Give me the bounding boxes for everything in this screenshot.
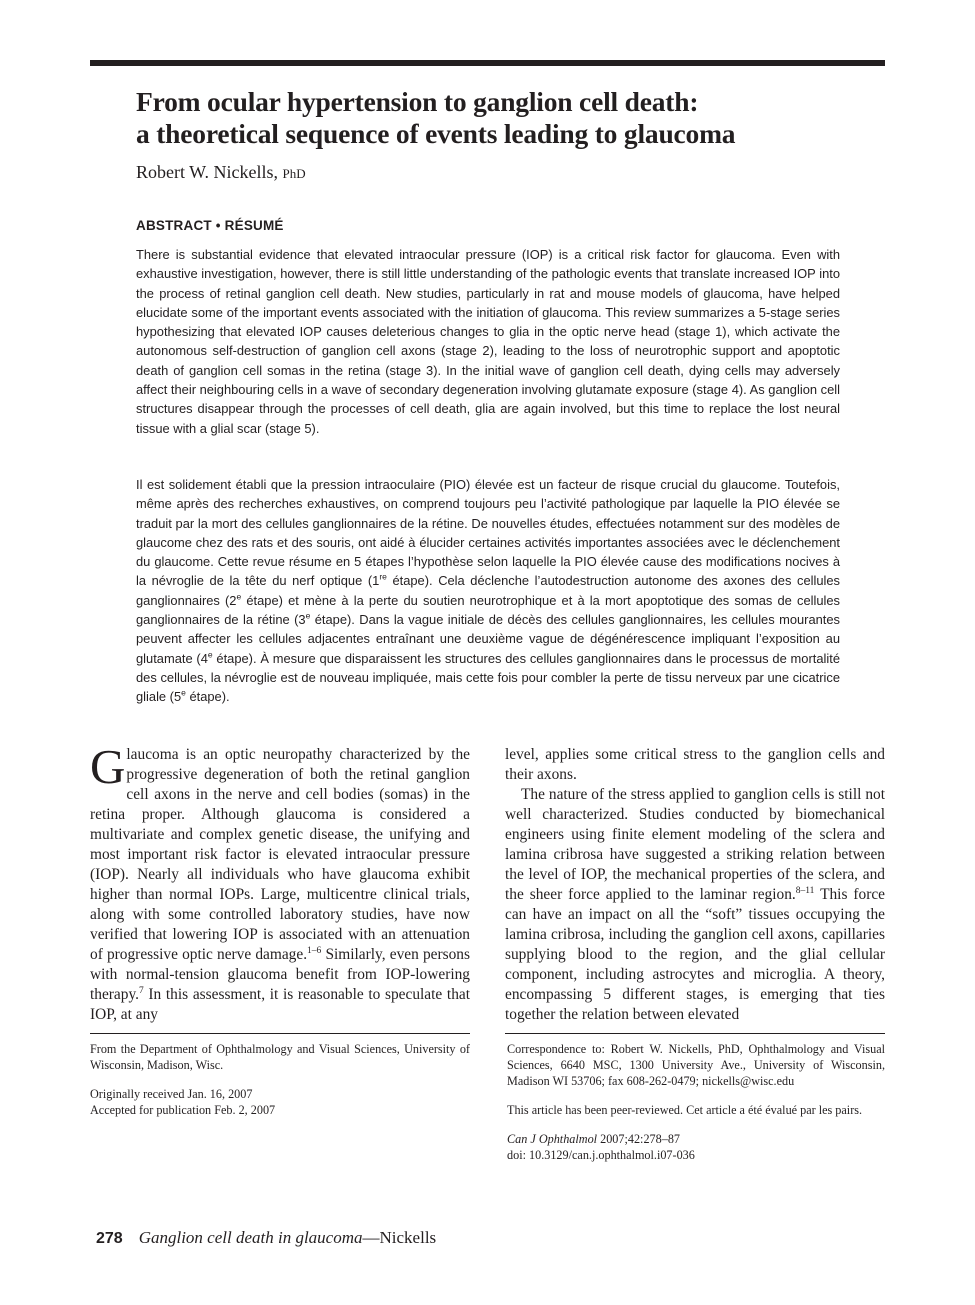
journal-volume: 2007;42:278–87 — [597, 1132, 681, 1146]
footnote-divider-left — [90, 1033, 470, 1034]
running-title: Ganglion cell death in glaucoma — [138, 1228, 363, 1247]
superscript: e — [236, 591, 242, 602]
body-column-left — [90, 739, 470, 1025]
title-line-1: From ocular hypertension to ganglion cell death: — [136, 86, 699, 117]
citation-ref: 8–11 — [795, 885, 815, 896]
body-text: This force can have an impact on all the “soft” tissues occupying the lamina cribrosa, including the ganglion cell axons, capillaries supplying blood to the region, and the glial cellular component, including astrocytes and microglia. A theory, encompassing 5 different stages, is emerging that ties together the relation between elevated — [505, 886, 886, 1023]
abstract-french-text: étape). Cela déclenche l’autodestruction autonome des axones des cellules ganglionnaires (2 — [136, 573, 840, 608]
author-degree: PhD — [282, 166, 306, 181]
abstract-french-text: étape). Dans la vague initiale de décès des cellules ganglionnaires, les cellules mourantes peuvent affecter les cellules adjacentes entraînant une deuxième vague de dégénérescence impliquant l’exposition au glutamate (4 — [136, 612, 840, 666]
author-byline — [136, 162, 306, 183]
article-title — [136, 86, 896, 150]
superscript: re — [379, 572, 387, 583]
journal-name: Can J Ophthalmol — [507, 1132, 598, 1146]
footnote-divider-right — [505, 1033, 885, 1034]
body-text: Similarly, even persons with normal-tension glaucoma benefit from IOP-lowering therapy. — [90, 946, 470, 1003]
citation-ref: 7 — [139, 985, 144, 996]
body-text: laucoma is an optic neuropathy characterized by the progressive degeneration of both the retinal ganglion cell axons in the nerve and cell bodies (somas) in the retina proper. Although glaucoma is considered a multivariate and complex genetic disease, the unifying and most important risk factor is elevated intraocular pressure (IOP). Nearly all individuals who have glaucoma exhibit higher than normal IOPs. Large, multicentre clinical trials, along with some controlled laboratory studies, have now verified that lowering IOP is associated with an attenuation of progressive optic nerve damage. — [90, 746, 470, 963]
superscript: e — [207, 649, 213, 660]
citation-note — [507, 1131, 885, 1163]
body-column-right — [505, 745, 885, 1025]
body-paragraph — [90, 739, 470, 1025]
running-author: —Nickells — [362, 1228, 437, 1247]
accepted-date: Accepted for publication Feb. 2, 2007 — [90, 1103, 276, 1117]
title-line-2: a theoretical sequence of events leading to glaucoma — [136, 118, 736, 149]
abstract-french — [136, 475, 840, 707]
body-paragraph — [505, 785, 885, 1025]
top-rule — [90, 60, 885, 66]
affiliation-note: From the Department of Ophthalmology and Visual Sciences, University of Wisconsin, Madison, Wisc. — [90, 1042, 470, 1072]
body-text: In this assessment, it is reasonable to speculate that IOP, at any — [90, 986, 470, 1023]
abstract-french-text: Il est solidement établi que la pression intraoculaire (PIO) élevée est un facteur de risque crucial du glaucome. Toutefois, même après des recherches exhaustives, on comprend toujours peu l’activité pathologique par laquelle la PIO élevée se traduit par la mort des cellules ganglionnaires de la rétine. De nouvelles études, effectuées notamment sur des modèles de glaucome chez des rats et des souris, ont aidé à élucider certaines activités importantes associées avec le déclenchement du glaucome. Cette revue résume en 5 étapes l’hypothèse selon laquelle la PIO élevée cause des modifications nocives à la névroglie de la tête du nerf optique (1 — [136, 477, 840, 589]
body-text: The nature of the stress applied to ganglion cells is still not well characterized. Studies conducted by biomechanical engineers using finite element modeling of the sclera and lamina cribrosa have suggested a striking relation between the level of IOP, the mechanical properties of the sclera, and the sheer force applied to the laminar region. — [505, 786, 885, 903]
correspondence-note: Correspondence to: Robert W. Nickells, PhD, Ophthalmology and Visual Sciences, 6640 MSC, 1300 University Ave., University of Wisconsin, Madison WI 53706; fax 608-262-0479; nickells@wisc.edu — [507, 1042, 885, 1088]
abstract-french-text: étape) et mène à la perte du soutien neurotrophique et à la mort apoptotique des somas de cellules ganglionnaires de la rétine (3 — [136, 592, 840, 628]
drop-cap: G — [90, 739, 126, 794]
author-name: Robert W. Nickells, — [136, 162, 278, 182]
abstract-heading: ABSTRACT • RÉSUMÉ — [136, 218, 284, 233]
received-date: Originally received Jan. 16, 2007 — [90, 1087, 253, 1101]
superscript: e — [181, 687, 186, 698]
dates-note — [90, 1086, 470, 1118]
abstract-english: There is substantial evidence that elevated intraocular pressure (IOP) is a critical risk factor for glaucoma. Even with exhaustive investigation, however, there is still little understanding of the pathologic events that translate increased IOP into the process of retinal ganglion cell death. New studies, particularly in rat and mouse models of glaucoma, have helped elucidate some of the important events associated with the initiation of glaucoma. This review summarizes a 5-stage series hypothesizing that elevated IOP causes deleterious changes to glia in the optic nerve head (stage 1), which activate the autonomous self-destruction of ganglion cell axons (stage 2), leading to the loss of neurotrophic support and apoptotic death of ganglion cell somas in the retina (stage 3). In the initial wave of ganglion cell death, dying cells may adversely affect their neighbouring cells in a wave of secondary degeneration involving glutamate exposure (stage 4). As ganglion cell structures disappear through the processes of cell death, glia are again involved, but this time to replace the lost neural tissue with a glial scar (stage 5). — [136, 247, 840, 436]
body-paragraph: level, applies some critical stress to the ganglion cells and their axons. — [505, 746, 885, 783]
page-footer — [96, 1228, 436, 1248]
abstract-french-text: étape). À mesure que disparaissent les structures des cellules ganglionnaires dans le processus de mortalité des cellules, la névroglie est de nouveau impliquée, mais cette fois pour combler la perte de tissu nerveux par une cicatrice gliale (5 — [136, 650, 840, 705]
citation-ref: 1–6 — [307, 945, 322, 956]
page-number: 278 — [96, 1230, 123, 1247]
superscript: e — [305, 610, 311, 621]
abstract-french-text: étape). — [185, 689, 230, 705]
doi: doi: 10.3129/can.j.ophthalmol.i07-036 — [507, 1148, 695, 1162]
peer-review-note: This article has been peer-reviewed. Cet article a été évalué par les pairs. — [507, 1103, 863, 1117]
